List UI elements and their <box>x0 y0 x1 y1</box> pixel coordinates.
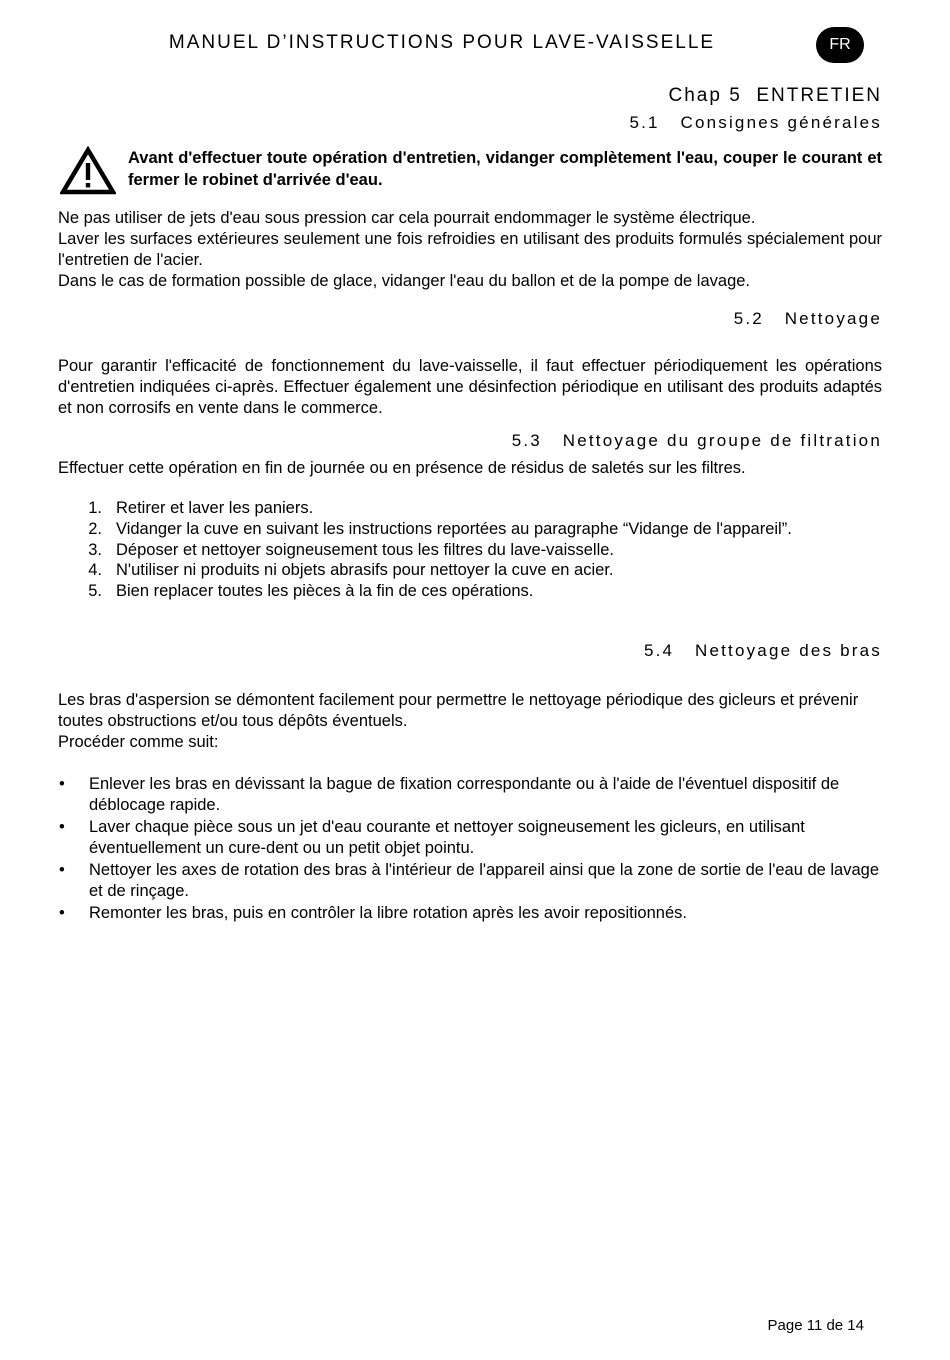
step-number: 5. <box>88 582 102 601</box>
bullet-icon: • <box>59 818 65 837</box>
step-text: Retirer et laver les paniers. <box>116 499 314 517</box>
document-header-title: MANUEL D’INSTRUCTIONS POUR LAVE-VAISSELLE <box>168 32 716 53</box>
step-text: Vidanger la cuve en suivant les instructions reportées au paragraphe “Vidange de l'appareil”. <box>116 519 792 538</box>
arms-cleaning-list <box>58 774 882 926</box>
bullet-icon: • <box>59 861 65 880</box>
page-number: Page 11 de 14 <box>767 1317 864 1334</box>
section-title-5-1: 5.1 Consignes générales <box>629 113 882 132</box>
step-number: 2. <box>88 519 102 538</box>
bullet-text: Laver chaque pièce sous un jet d'eau courante et nettoyer soigneusement les gicleurs, en utilisant éventuellement un cure-dent ou un petit objet pointu. <box>89 818 805 857</box>
bullet-text: Enlever les bras en dévissant la bague de fixation correspondante ou à l'aide de l'éventuel dispositif de déblocage rapide. <box>89 775 840 814</box>
filtration-steps-list <box>58 498 882 602</box>
paragraph-surfaces: Laver les surfaces extérieures seulement une fois refroidies en utilisant des produits formulés spécialement pour l'entretien de l'acier. <box>58 230 882 269</box>
list-item <box>58 498 882 519</box>
step-text: Déposer et nettoyer soigneusement tous les filtres du lave-vaisselle. <box>116 540 615 559</box>
list-item <box>58 817 882 859</box>
step-number: 3. <box>88 540 102 559</box>
step-number: 1. <box>88 499 102 517</box>
warning-message: Avant d'effectuer toute opération d'entretien, vidanger complètement l'eau, couper le courant et fermer le robinet d'arrivée d'eau. <box>128 149 882 189</box>
list-item <box>58 903 882 924</box>
step-text: Bien replacer toutes les pièces à la fin de ces opérations. <box>116 582 534 601</box>
bullet-icon: • <box>59 775 65 793</box>
paragraph-arms-intro: Les bras d'aspersion se démontent facilement pour permettre le nettoyage périodique des gicleurs et prévenir toutes obstructions et/ou tous dépôts éventuels. <box>58 691 859 730</box>
paragraph-ice: Dans le cas de formation possible de glace, vidanger l'eau du ballon et de la pompe de lavage. <box>58 272 751 290</box>
list-item <box>58 774 882 816</box>
bullet-icon: • <box>59 904 65 923</box>
paragraph-pressure-jets: Ne pas utiliser de jets d'eau sous pression car cela pourrait endommager le système électrique. <box>58 209 756 227</box>
paragraph-procedure: Procéder comme suit: <box>58 733 219 751</box>
paragraph-filtration-intro: Effectuer cette opération en fin de journée ou en présence de résidus de saletés sur les filtres. <box>58 459 746 477</box>
section-title-5-4: 5.4 Nettoyage des bras <box>643 641 882 660</box>
step-number: 4. <box>88 561 102 580</box>
list-item <box>58 860 882 902</box>
bullet-text: Nettoyer les axes de rotation des bras à l'intérieur de l'appareil ainsi que la zone de sortie de l'eau de lavage et de rinçage. <box>89 861 880 900</box>
section-title-5-3: 5.3 Nettoyage du groupe de filtration <box>511 431 882 450</box>
paragraph-cleaning: Pour garantir l'efficacité de fonctionnement du lave-vaisselle, il faut effectuer périodiquement les opérations d'entretien indiquées ci-après. Effectuer également une désinfection périodique en utilisant des produits adaptés et non corrosifs en vente dans le commerce. <box>58 357 882 417</box>
list-item <box>58 560 882 581</box>
section-title-5-2: 5.2 Nettoyage <box>733 309 882 328</box>
warning-triangle-icon <box>60 146 116 196</box>
list-item <box>58 519 882 540</box>
list-item <box>58 581 882 602</box>
language-badge: FR <box>816 27 864 63</box>
step-text: N'utiliser ni produits ni objets abrasifs pour nettoyer la cuve en acier. <box>116 561 614 580</box>
chapter-title: Chap 5 ENTRETIEN <box>668 85 882 106</box>
bullet-text: Remonter les bras, puis en contrôler la libre rotation après les avoir repositionnés. <box>89 904 687 923</box>
list-item <box>58 540 882 561</box>
